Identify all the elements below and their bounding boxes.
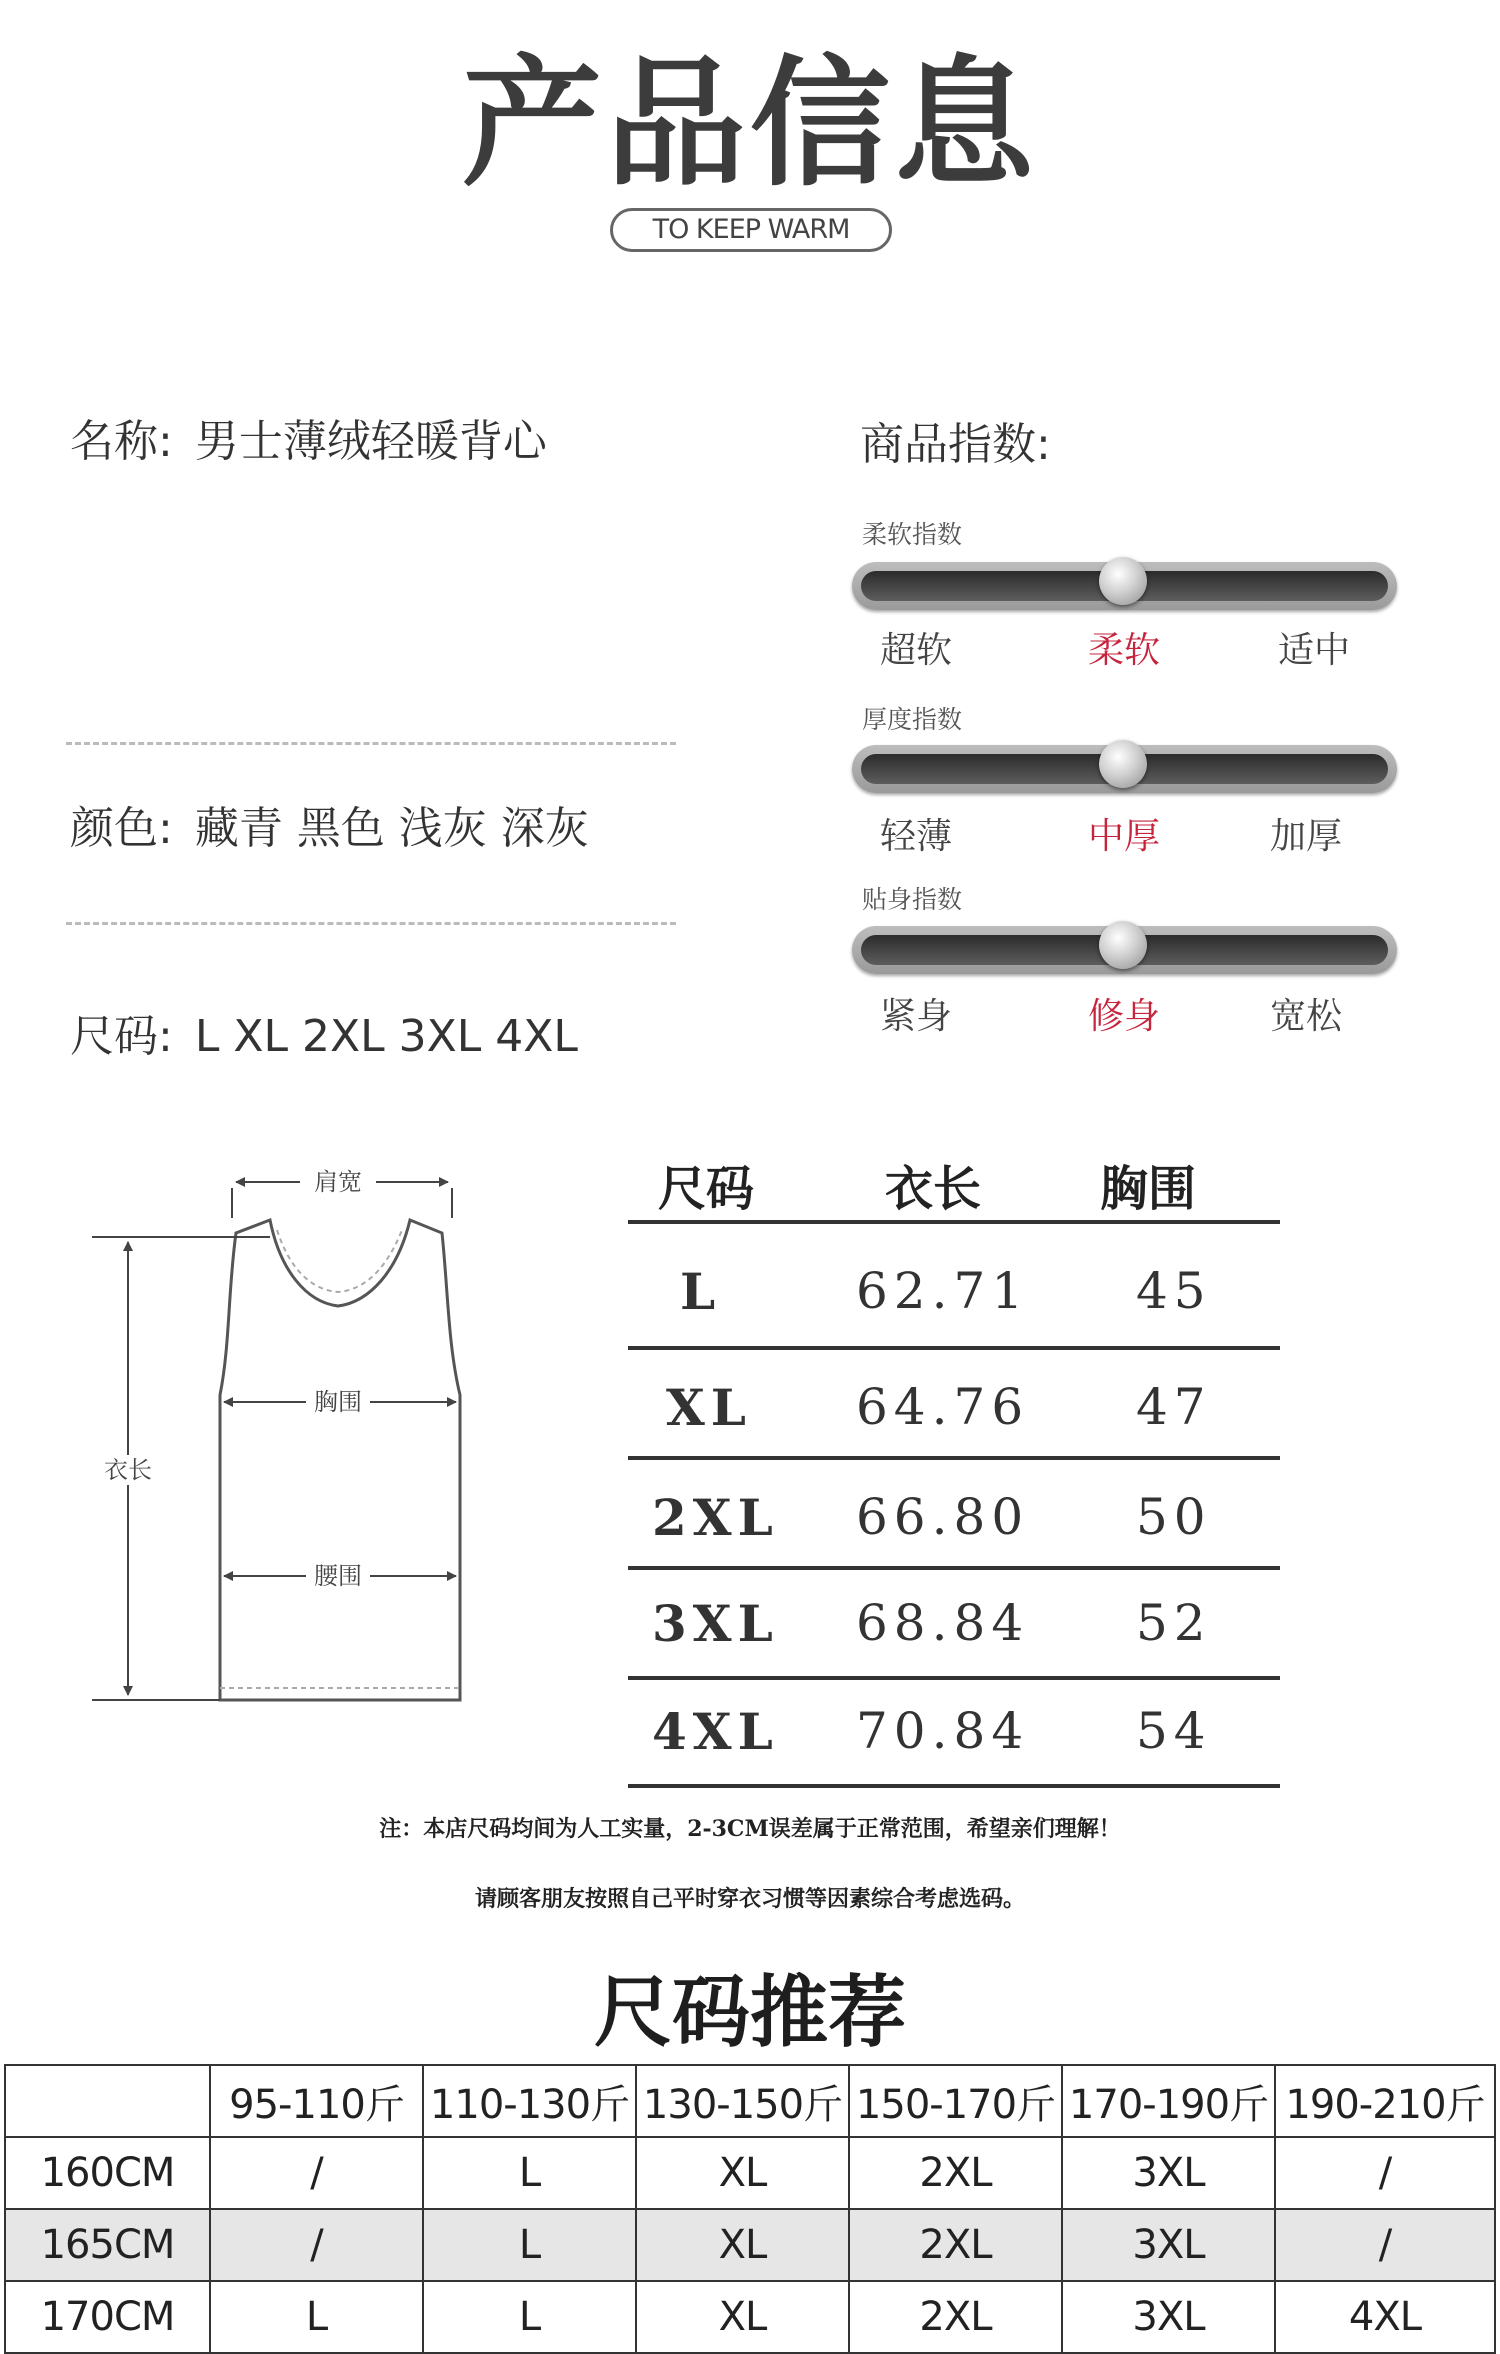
recommend-title: 尺码推荐: [593, 1968, 906, 2058]
length-cell: 70.84: [856, 1702, 1030, 1760]
table-row: [5, 2209, 1495, 2281]
table-rule: [628, 1456, 1280, 1460]
table-rule: [628, 1220, 1280, 1224]
table-cell: XL: [636, 2281, 849, 2353]
fit-slider: [852, 926, 1397, 974]
slider-knob: [1099, 557, 1147, 605]
length-cell: 62.71: [856, 1262, 1030, 1320]
fit-option-2: 修身: [1088, 996, 1161, 1037]
header-cell: 110-130斤: [423, 2065, 636, 2137]
table-rule: [628, 1784, 1280, 1788]
header-cell: [5, 2065, 210, 2137]
header-cell: 130-150斤: [636, 2065, 849, 2137]
thickness-caption: 厚度指数: [862, 705, 963, 734]
table-cell: L: [423, 2281, 636, 2353]
info-color-row: [70, 792, 589, 856]
table-cell: L: [423, 2137, 636, 2209]
softness-option-2: 柔软: [1088, 630, 1161, 671]
size-cell: XL: [666, 1378, 752, 1437]
table-cell: 2XL: [849, 2137, 1062, 2209]
table-rule: [628, 1566, 1280, 1570]
table-cell: /: [1275, 2209, 1495, 2281]
subtitle-badge: TO KEEP WARM: [610, 208, 892, 252]
size-cell: 4XL: [652, 1702, 779, 1761]
size-table-header-length: 衣长: [885, 1161, 982, 1217]
header-cell: 95-110斤: [210, 2065, 423, 2137]
chest-cell: 45: [1136, 1262, 1212, 1320]
table-cell: 4XL: [1275, 2281, 1495, 2353]
fit-option-1: 紧身: [880, 996, 953, 1037]
height-cell: 165CM: [5, 2209, 210, 2281]
slider-knob: [1099, 921, 1147, 969]
header-cell: 190-210斤: [1275, 2065, 1495, 2137]
slider-knob: [1099, 740, 1147, 788]
index-heading: 商品指数:: [860, 419, 1051, 470]
table-row: [5, 2281, 1495, 2353]
size-note-line-2: 请顾客朋友按照自己平时穿衣习惯等因素综合考虑选码。: [474, 1886, 1025, 1912]
table-cell: 3XL: [1062, 2137, 1275, 2209]
header-cell: 170-190斤: [1062, 2065, 1275, 2137]
chest-cell: 54: [1136, 1702, 1212, 1760]
table-cell: XL: [636, 2209, 849, 2281]
length-label: 衣长: [104, 1456, 152, 1484]
softness-option-3: 适中: [1278, 630, 1351, 671]
height-cell: 170CM: [5, 2281, 210, 2353]
info-color-value: 藏青 黑色 浅灰 深灰: [194, 803, 589, 854]
chest-cell: 50: [1136, 1488, 1212, 1546]
table-row: [5, 2137, 1495, 2209]
info-size-value: L XL 2XL 3XL 4XL: [194, 1011, 578, 1062]
table-rule: [628, 1346, 1280, 1350]
table-cell: L: [423, 2209, 636, 2281]
info-size-label: 尺码:: [70, 1011, 173, 1062]
softness-caption: 柔软指数: [862, 520, 963, 549]
info-name-value: 男士薄绒轻暖背心: [194, 416, 547, 467]
softness-option-1: 超软: [880, 630, 953, 671]
table-cell: /: [1275, 2137, 1495, 2209]
size-cell: L: [680, 1262, 722, 1321]
table-cell: L: [210, 2281, 423, 2353]
table-cell: XL: [636, 2137, 849, 2209]
length-cell: 64.76: [856, 1378, 1030, 1436]
size-cell: 3XL: [652, 1594, 779, 1653]
table-cell: 2XL: [849, 2281, 1062, 2353]
table-header-row: [5, 2065, 1495, 2137]
size-table-header-chest: 胸围: [1100, 1161, 1197, 1217]
shoulder-label: 肩宽: [314, 1168, 362, 1196]
fit-option-3: 宽松: [1270, 996, 1343, 1037]
table-cell: 2XL: [849, 2209, 1062, 2281]
fit-caption: 贴身指数: [862, 885, 963, 914]
length-cell: 66.80: [856, 1488, 1030, 1546]
length-cell: 68.84: [856, 1594, 1030, 1652]
table-cell: /: [210, 2137, 423, 2209]
thickness-slider: [852, 745, 1397, 793]
divider: [66, 742, 676, 745]
softness-slider: [852, 562, 1397, 610]
table-cell: 3XL: [1062, 2209, 1275, 2281]
chest-cell: 47: [1136, 1378, 1212, 1436]
size-note-line-1: 注：本店尺码均间为人工实量，2-3CM误差属于正常范围，希望亲们理解！: [379, 1816, 1121, 1842]
thickness-option-1: 轻薄: [880, 816, 953, 857]
info-size-row: [70, 1000, 578, 1064]
divider: [66, 922, 676, 925]
table-cell: 3XL: [1062, 2281, 1275, 2353]
size-cell: 2XL: [652, 1488, 779, 1547]
info-name-row: [70, 405, 547, 469]
page-title: 产品信息: [461, 43, 1038, 206]
table-cell: /: [210, 2209, 423, 2281]
garment-diagram: [80, 1140, 480, 1720]
height-cell: 160CM: [5, 2137, 210, 2209]
info-color-label: 颜色:: [70, 803, 173, 854]
info-name-label: 名称:: [70, 416, 173, 467]
thickness-option-2: 中厚: [1088, 816, 1161, 857]
size-table-header-size: 尺码: [658, 1161, 755, 1217]
recommend-table: [4, 2064, 1496, 2354]
chest-label: 胸围: [314, 1388, 362, 1416]
header-cell: 150-170斤: [849, 2065, 1062, 2137]
thickness-option-3: 加厚: [1270, 816, 1343, 857]
waist-label: 腰围: [314, 1562, 362, 1590]
table-rule: [628, 1676, 1280, 1680]
chest-cell: 52: [1136, 1594, 1212, 1652]
